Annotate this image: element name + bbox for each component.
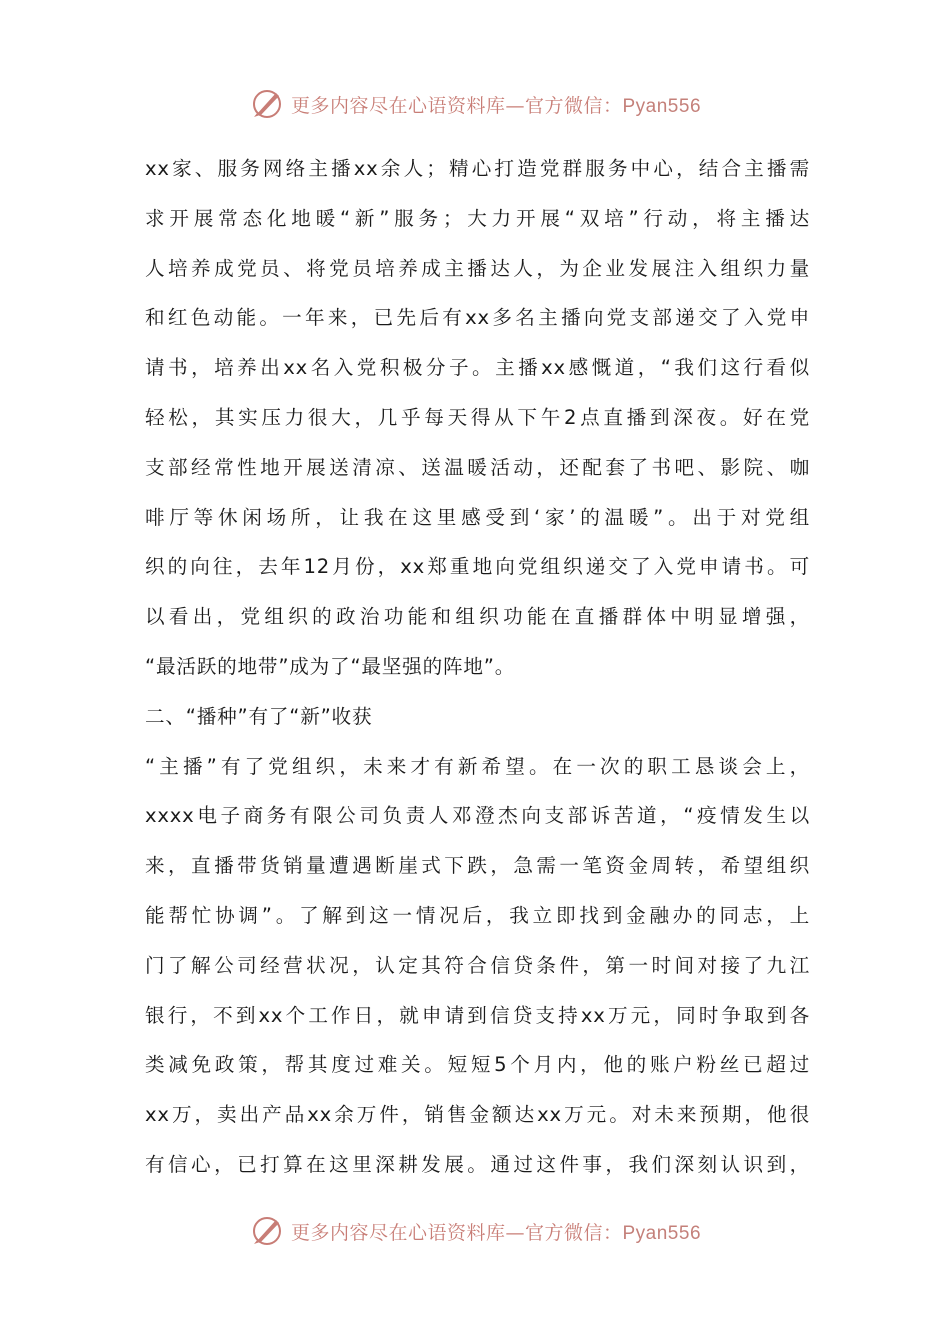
body-line: 以看出，党组织的政治功能和组织功能在直播群体中明显增强，: [145, 605, 810, 629]
body-line-paragraph-end: “最活跃的地带”成为了“最坚强的阵地”。: [145, 654, 516, 678]
watermark-wechat-id: Pyan556: [622, 1222, 702, 1244]
body-line: 银行，不到xx个工作日，就申请到信贷支持xx万元，同时争取到各: [145, 1003, 810, 1027]
body-line: 和红色动能。一年来，已先后有xx多名主播向党支部递交了入党申: [145, 306, 810, 330]
body-line: 请书，培养出xx名入党积极分子。主播xx感慨道，“我们这行看似: [145, 356, 810, 380]
header-watermark: [0, 84, 950, 124]
footer-watermark: [0, 1211, 950, 1251]
watermark-text: 更多内容尽在心语资料库—官方微信：: [290, 94, 623, 117]
body-line: “主播”有了党组织，未来才有新希望。在一次的职工恳谈会上，: [145, 754, 810, 778]
body-line: 啡厅等休闲场所，让我在这里感受到‘家’的温暖”。出于对党组: [145, 505, 810, 529]
body-line: 来，直播带货销量遭遇断崖式下跌，急需一笔资金周转，希望组织: [145, 854, 810, 878]
body-line: 类减免政策，帮其度过难关。短短5个月内，他的账户粉丝已超过: [145, 1053, 810, 1077]
body-line: xx万，卖出产品xx余万件，销售金额达xx万元。对未来预期，他很: [145, 1103, 810, 1127]
watermark-text: 更多内容尽在心语资料库—官方微信：: [290, 1221, 623, 1244]
body-line: 人培养成党员、将党员培养成主播达人，为企业发展注入组织力量: [145, 256, 810, 280]
body-line: 门了解公司经营状况，认定其符合信贷条件，第一时间对接了九江: [145, 953, 810, 977]
body-line: 有信心，已打算在这里深耕发展。通过这件事，我们深刻认识到，: [145, 1152, 810, 1176]
body-line: 能帮忙协调”。了解到这一情况后，我立即找到金融办的同志，上: [145, 903, 810, 927]
watermark-wechat-id: Pyan556: [622, 95, 702, 117]
body-line: 轻松，其实压力很大，几乎每天得从下午2点直播到深夜。好在党: [145, 405, 810, 429]
pen-seal-icon: [249, 1213, 285, 1249]
body-line: xxxx电子商务有限公司负责人邓澄杰向支部诉苦道，“疫情发生以: [145, 804, 810, 828]
body-line: 支部经常性地开展送清凉、送温暖活动，还配套了书吧、影院、咖: [145, 455, 810, 479]
document-body: [145, 144, 810, 1190]
body-line: 求开展常态化地暖“新”服务；大力开展“双培”行动，将主播达: [145, 206, 810, 230]
pen-seal-icon: [249, 86, 285, 122]
section-heading: 二、“播种”有了“新”收获: [145, 704, 373, 728]
body-line: 织的向往，去年12月份，xx郑重地向党组织递交了入党申请书。可: [145, 555, 810, 579]
body-line: xx家、服务网络主播xx余人；精心打造党群服务中心，结合主播需: [145, 157, 810, 180]
